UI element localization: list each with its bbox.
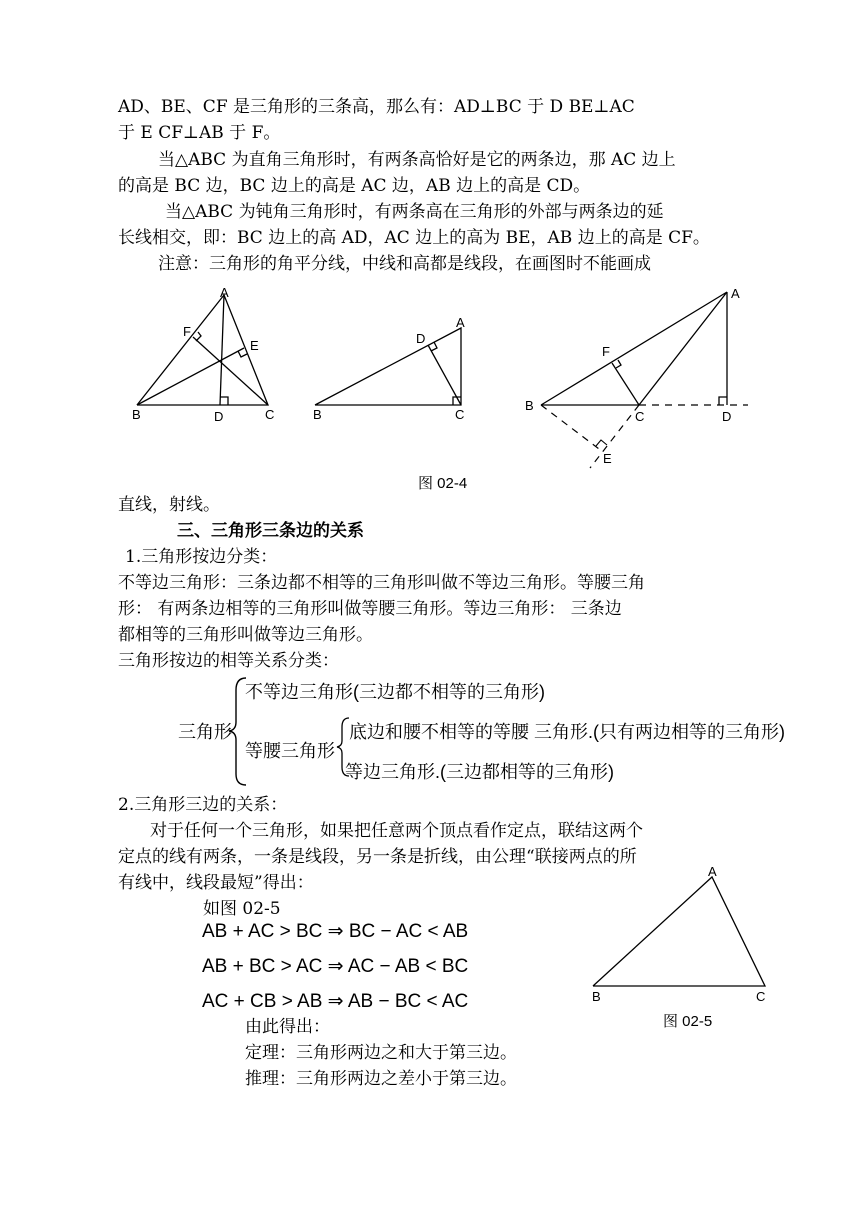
paragraph-line: 当△ABC 为钝角三角形时，有两条高在三角形的外部与两条边的延: [165, 202, 664, 222]
paragraph-line: 定点的线有两条，一条是线段，另一条是折线，由公理“联接两点的所: [118, 847, 637, 867]
vertex-label: C: [756, 989, 766, 1004]
paragraph-line: 由此得出：: [245, 1017, 330, 1037]
list-item: 1.三角形按边分类：: [125, 547, 278, 567]
theorem-text: 定理：三角形两边之和大于第三边。: [245, 1043, 517, 1063]
vertex-label: A: [731, 286, 740, 301]
paragraph-line: 不等边三角形：三条边都不相等的三角形叫做不等边三角形。等腰三角: [118, 573, 645, 593]
paragraph-line: 当△ABC 为直角三角形时，有两条高恰好是它的两条边，那 AC 边上: [158, 150, 676, 170]
paragraph-line: 注意：三角形的角平分线，中线和高都是线段，在画图时不能画成: [158, 254, 651, 274]
tree-root: 三角形: [178, 722, 232, 742]
vertex-label: F: [183, 324, 191, 339]
tree-isosceles: 等腰三角形: [245, 741, 335, 761]
list-item: 2.三角形三边的关系：: [118, 795, 288, 815]
corollary-text: 推理：三角形两边之差小于第三边。: [245, 1069, 517, 1089]
vertex-label: B: [525, 398, 534, 413]
vertex-label: B: [313, 407, 322, 422]
paragraph-line: 三角形按边的相等关系分类：: [118, 651, 339, 671]
inequality-equation: AB + AC > BC ⇒ BC − AC < AB: [202, 921, 469, 942]
paragraph-line: AD、BE、CF 是三角形的三条高，那么有：AD⊥BC 于 D BE⊥AC: [118, 97, 635, 117]
vertex-label: B: [132, 407, 141, 422]
figure-caption: 图 02-4: [418, 475, 468, 492]
paragraph-line: 形： 有两条边相等的三角形叫做等腰三角形。等边三角形： 三条边: [118, 599, 622, 619]
vertex-label: A: [220, 285, 229, 300]
triangle-ABC: [593, 877, 765, 986]
vertex-label: D: [416, 331, 426, 346]
vertex-label: A: [708, 864, 717, 879]
inequality-equation: AB + BC > AC ⇒ AC − AB < BC: [202, 956, 469, 977]
figure-reference: 如图 02-5: [203, 899, 281, 919]
vertex-label: D: [214, 409, 224, 424]
inequality-equation: AC + CB > AB ⇒ AB − BC < AC: [202, 991, 469, 1012]
paragraph-line: 长线相交，即：BC 边上的高 AD，AC 边上的高为 BE，AB 边上的高是 CF。: [118, 228, 710, 248]
vertex-label: C: [455, 407, 465, 422]
paragraph-line: 有线中，线段最短”得出：: [118, 873, 314, 893]
vertex-label: D: [722, 409, 732, 424]
paragraph-line: 直线，射线。: [118, 495, 220, 515]
vertex-label: E: [603, 451, 612, 466]
section-heading: 三、三角形三条边的关系: [177, 521, 364, 541]
vertex-label: E: [250, 338, 259, 353]
paragraph-line: 都相等的三角形叫做等边三角形。: [118, 625, 373, 645]
paragraph-line: 于 E CF⊥AB 于 F。: [118, 123, 281, 143]
paragraph-line: 的高是 BC 边，BC 边上的高是 AC 边，AB 边上的高是 CD。: [118, 176, 591, 196]
tree-scalene: 不等边三角形(三边都不相等的三角形): [245, 682, 545, 702]
tree-iso-sub: 底边和腰不相等的等腰 三角形.(只有两边相等的三角形): [349, 722, 785, 742]
vertex-label: F: [602, 344, 610, 359]
tree-iso-sub: 等边三角形.(三边都相等的三角形): [345, 762, 614, 782]
vertex-label: B: [592, 989, 601, 1004]
vertex-label: C: [265, 407, 275, 422]
figure-caption: 图 02-5: [663, 1013, 713, 1030]
paragraph-line: 对于任何一个三角形，如果把任意两个顶点看作定点，联结这两个: [150, 821, 643, 841]
vertex-label: C: [635, 409, 645, 424]
vertex-label: A: [456, 315, 465, 330]
